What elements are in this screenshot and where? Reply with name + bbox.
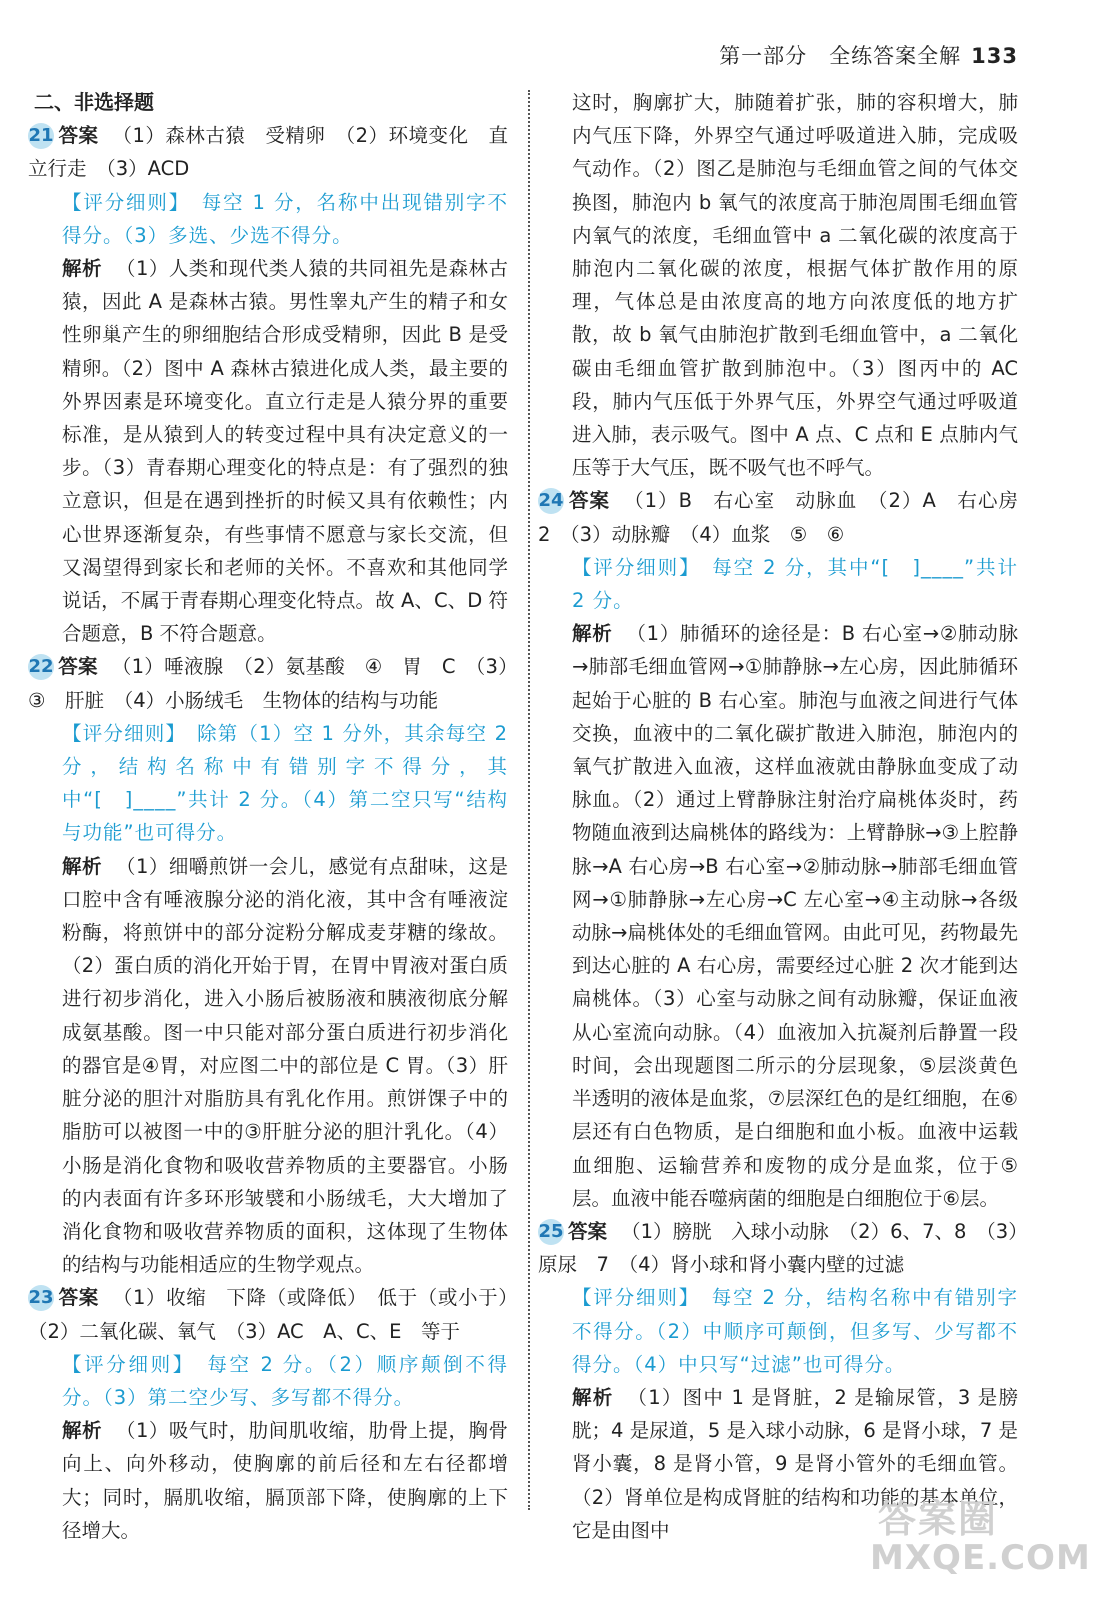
q22-score-text: 除第（1）空 1 分外，其余每空 2 分，结构名称中有错别字不得分，其中“[ ]____”共计 2 分。（4）第二空只写“结构与功能”也可得分。 <box>62 721 508 845</box>
page-header <box>0 0 1094 84</box>
q24-score-text: 每空 2 分，其中“[ ]____”共计 2 分。 <box>572 555 1018 613</box>
q21-answer-text: （1）森林古猿 受精卵 （2）环境变化 直立行走 （3）ACD <box>28 124 508 181</box>
q21-analysis-text: （1）人类和现代类人猿的共同祖先是森林古猿，因此 A 是森林古猿。男性睾丸产生的精子和女性卵巢产生的卵细胞结合形成受精卵，因此 B 是受精卵。（2）图中 A 森林古猿进化成人类，最主要的外界因素是环境变化。直立行走是人猿分界的重要标准，是从猿到人的转变过程中具有决定意义的一步。（3）青春期心理变化的特点是：有了强烈的独立意识，但是在遇到挫折的时候又具有依赖性；内心世界逐渐复杂，有些事情不愿意与家长交流，但又渴望得到家长和老师的关怀。不喜欢和其他同学说话，不属于青春期心理变化特点。故 A、C、D 符合题意，B 不符合题意。 <box>62 257 508 646</box>
q25-answer-label: 答案 <box>568 1219 608 1243</box>
q24-analysis-label: 解析 <box>572 622 613 646</box>
q23-analysis-text: （1）吸气时，肋间肌收缩，肋骨上提，胸骨向上、向外移动，使胸廓的前后径和左右径都增大；同时，膈肌收缩，膈顶部下降，使胸廓的上下径增大。 <box>62 1419 508 1542</box>
q21-score-label: 【评分细则】 <box>62 190 181 214</box>
q24-analysis-text: （1）肺循环的途径是：B 右心室→②肺动脉→肺部毛细血管网→①肺静脉→左心房，因此肺循环起始于心脏的 B 右心室。肺泡与血液之间进行气体交换，血液中的二氧化碳扩散进入肺泡，肺泡内的氧气扩散进入血液，这样血液就由静脉血变成了动脉血。（2）通过上臂静脉注射治疗扁桃体炎时，药物随血液到达扁桃体的路线为：上臂静脉→③上腔静脉→A 右心房→B 右心室→②肺动脉→肺部毛细血管网→①肺静脉→左心房→C 左心室→④主动脉→各级动脉→扁桃体处的毛细血管网。由此可见，药物最先到达心脏的 A 右心房，需要经过心脏 2 次才能到达扁桃体。（3）心室与动脉之间有动脉瓣，保证血液从心室流向动脉。（4）血液加入抗凝剂后静置一段时间，会出现题图二所示的分层现象，⑤层淡黄色半透明的液体是血浆，⑦层深红色的是红细胞，在⑥层还有白色物质，是白细胞和血小板。血液中运载血细胞、运输营养和废物的成分是血浆，位于⑤层。血液中能吞噬病菌的细胞是白细胞位于⑥层。 <box>572 622 1018 1210</box>
q22-analysis-text: （1）细嚼煎饼一会儿，感觉有点甜味，这是口腔中含有唾液腺分泌的消化液，其中含有唾液淀粉酶，将煎饼中的部分淀粉分解成麦芽糖的缘故。（2）蛋白质的消化开始于胃，在胃中胃液对蛋白质进行初步消化，进入小肠后被肠液和胰液彻底分解成氨基酸。图一中只能对部分蛋白质进行初步消化的器官是④胃，对应图二中的部位是 C 胃。（3）肝脏分泌的胆汁对脂肪具有乳化作用。煎饼馃子中的脂肪可以被图一中的③肝脏分泌的胆汁乳化。（4）小肠是消化食物和吸收营养物质的主要器官。小肠的内表面有许多环形皱襞和小肠绒毛，大大增加了消化食物和吸收营养物质的面积，这体现了生物体的结构与功能相适应的生物学观点。 <box>62 854 508 1277</box>
q25-analysis-label: 解析 <box>572 1385 614 1409</box>
q22-score-label: 【评分细则】 <box>62 721 177 745</box>
q23-scoring <box>62 1348 508 1414</box>
watermark-brand: 答案圈 <box>878 1497 999 1541</box>
q22-scoring <box>62 717 508 850</box>
q25-scoring <box>572 1281 1018 1381</box>
q21-answer-label: 答案 <box>58 124 99 148</box>
q22-analysis <box>62 850 508 1282</box>
q24-number-badge: 24 <box>538 488 564 514</box>
header-section: 第一部分 全练答案全解 <box>719 44 962 68</box>
q23-score-text: 每空 2 分。（2）顺序颠倒不得分。（3）第二空少写、多写都不得分。 <box>62 1352 508 1409</box>
q24-answer <box>538 484 1038 550</box>
q21-answer <box>28 119 508 185</box>
q23-score-label: 【评分细则】 <box>62 1352 186 1376</box>
q22-answer <box>28 650 508 716</box>
q23-analysis-label: 解析 <box>62 1419 102 1443</box>
q24-answer-text: （1）B 右心室 动脉血 （2）A 右心房 2 （3）动脉瓣 （4）血浆 ⑤ ⑥ <box>538 489 1038 546</box>
q23-answer <box>28 1281 528 1347</box>
q23-analysis-continuation: 这时，胸廓扩大，肺随着扩张，肺的容积增大，肺内气压下降，外界空气通过呼吸道进入肺，完成吸气动作。（2）图乙是肺泡与毛细血管之间的气体交换图，肺泡内 b 氧气的浓度高于肺泡周围毛细血管内氧气的浓度，毛细血管中 a 二氧化碳的浓度高于肺泡内二氧化碳的浓度，根据气体扩散作用的原理，气体总是由浓度高的地方向浓度低的地方扩散，故 b 氧气由肺泡扩散到毛细血管中，a 二氧化碳由毛细血管扩散到肺泡中。（3）图丙中的 AC 段，肺内气压低于外界气压，外界空气通过呼吸道进入肺，表示吸气。图中 A 点、C 点和 E 点肺内气压等于大气压，既不吸气也不呼气。 <box>572 91 1018 480</box>
q21-number-badge: 21 <box>28 123 54 149</box>
header-text <box>719 40 1018 70</box>
column-divider <box>528 90 530 1510</box>
left-column <box>28 86 528 1547</box>
q25-answer <box>538 1215 1018 1281</box>
watermark-url: MXQE.COM <box>870 1538 1091 1578</box>
q25-score-text: 每空 2 分，结构名称中有错别字不得分。（2）中顺序可颠倒，但多写、少写都不得分。（4）中只写“过滤”也可得分。 <box>572 1286 1018 1376</box>
q21-analysis <box>62 252 508 650</box>
q23-analysis <box>62 1414 508 1547</box>
q24-score-label: 【评分细则】 <box>572 555 691 579</box>
q22-number-badge: 22 <box>28 654 54 680</box>
q24-answer-label: 答案 <box>568 489 611 513</box>
q22-answer-text: （1）唾液腺 （2）氨基酸 ④ 胃 C （3）③ 肝脏 （4）小肠绒毛 生物体的结构与功能 <box>28 655 508 712</box>
page-number: 133 <box>971 44 1018 68</box>
section-title: 二、非选择题 <box>34 90 154 114</box>
q25-answer-text: （1）膀胱 入球小动脉 （2）6、7、8 （3）原尿 7 （4）肾小球和肾小囊内壁的过滤 <box>538 1219 1018 1277</box>
watermark <box>870 1486 1091 1586</box>
q22-answer-label: 答案 <box>58 655 98 679</box>
q21-score-text: 每空 1 分，名称中出现错别字不得分。（3）多选、少选不得分。 <box>62 190 508 247</box>
q24-scoring <box>572 551 1018 617</box>
right-column <box>538 86 1038 1547</box>
q22-analysis-label: 解析 <box>62 854 102 878</box>
q25-number-badge: 25 <box>538 1219 564 1245</box>
q21-scoring <box>62 186 508 252</box>
q24-analysis <box>572 617 1018 1215</box>
q25-analysis-text: （1）图中 1 是肾脏，2 是输尿管，3 是膀胱；4 是尿道，5 是入球小动脉，6 是肾小球，7 是肾小囊，8 是肾小管，9 是肾小管外的毛细血管。（2）肾单位是构成肾脏的结构和功能的基本单位，它是由图中 <box>572 1385 1018 1542</box>
q23-answer-text: （1）收缩 下降（或降低） 低于（或小于） （2）二氧化碳、氧气 （3）AC A、C、E 等于 <box>28 1286 528 1343</box>
q23-answer-label: 答案 <box>58 1286 99 1310</box>
q21-analysis-label: 解析 <box>62 257 102 281</box>
q25-score-label: 【评分细则】 <box>572 1286 691 1310</box>
q23-number-badge: 23 <box>28 1285 54 1311</box>
